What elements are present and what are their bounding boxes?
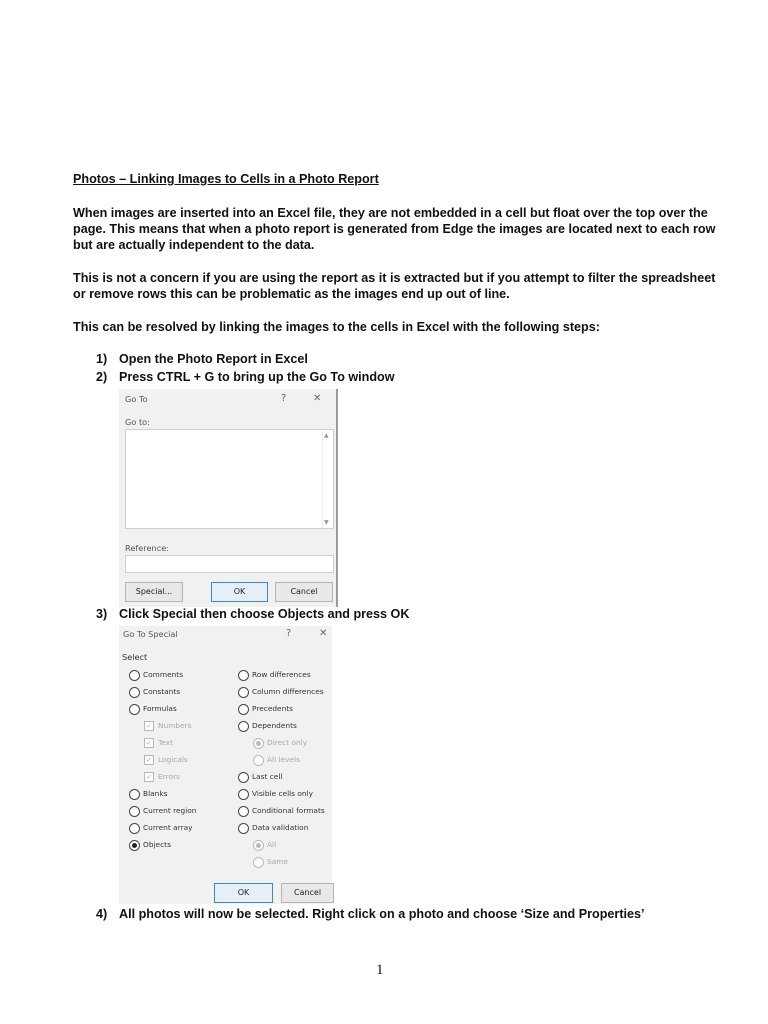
select-label: Select xyxy=(122,652,148,662)
radio-button[interactable] xyxy=(129,806,140,817)
step-3 xyxy=(96,607,409,621)
special-button[interactable]: Special... xyxy=(125,582,183,602)
paragraph-line: page. This means that when a photo report is generated from Edge the images are located next to each row xyxy=(73,222,716,237)
close-icon[interactable]: ✕ xyxy=(319,628,328,639)
checkbox[interactable]: ✓ xyxy=(144,772,154,782)
ok-button[interactable]: OK xyxy=(211,582,268,602)
help-icon[interactable]: ? xyxy=(286,628,292,639)
document-title: Photos – Linking Images to Cells in a Photo Report xyxy=(73,172,379,186)
cancel-button[interactable]: Cancel xyxy=(275,582,333,602)
checkbox[interactable]: ✓ xyxy=(144,738,154,748)
page-number: 1 xyxy=(376,962,384,978)
ok-button[interactable]: OK xyxy=(214,883,273,903)
goto-listbox[interactable] xyxy=(125,429,334,529)
paragraph-1 xyxy=(73,205,716,254)
help-icon[interactable]: ? xyxy=(281,393,287,404)
radio-button-selected[interactable] xyxy=(253,840,264,851)
radio-button[interactable] xyxy=(238,704,249,715)
checkbox[interactable]: ✓ xyxy=(144,721,154,731)
scroll-up-icon[interactable]: ▲ xyxy=(324,432,329,439)
radio-button[interactable] xyxy=(238,670,249,681)
goto-dialog-screenshot xyxy=(119,389,338,607)
dialog-border xyxy=(336,389,338,607)
step-number: 4) xyxy=(96,907,108,921)
step-1 xyxy=(96,352,308,366)
checkbox[interactable]: ✓ xyxy=(144,755,154,765)
paragraph-3 xyxy=(73,319,713,335)
step-2 xyxy=(96,370,395,384)
paragraph-line: This is not a concern if you are using the report as it is extracted but if you attempt to filter the spreadsheet xyxy=(73,271,716,285)
reference-label: Reference: xyxy=(125,543,169,553)
scroll-down-icon[interactable]: ▼ xyxy=(324,519,329,526)
cancel-button[interactable]: Cancel xyxy=(281,883,334,903)
radio-button-selected[interactable] xyxy=(253,738,264,749)
close-icon[interactable]: ✕ xyxy=(313,393,322,404)
radio-button[interactable] xyxy=(253,857,264,868)
radio-button[interactable] xyxy=(129,704,140,715)
paragraph-line: but are actually independent to the data. xyxy=(73,238,315,253)
radio-button[interactable] xyxy=(129,670,140,681)
paragraph-line: or remove rows this can be problematic as the images end up out of line. xyxy=(73,287,510,302)
dialog-title: Go To Special xyxy=(123,629,178,639)
paragraph-2 xyxy=(73,270,716,302)
radio-button[interactable] xyxy=(129,789,140,800)
step-4 xyxy=(96,907,645,921)
radio-button[interactable] xyxy=(129,823,140,834)
radio-button[interactable] xyxy=(238,806,249,817)
step-number: 2) xyxy=(96,370,108,384)
scrollbar[interactable] xyxy=(322,430,333,528)
goto-label: Go to: xyxy=(125,417,150,427)
radio-button[interactable] xyxy=(238,772,249,783)
radio-button[interactable] xyxy=(238,721,249,732)
step-number: 1) xyxy=(96,352,108,366)
step-text: Press CTRL + G to bring up the Go To window xyxy=(119,370,395,384)
radio-button[interactable] xyxy=(238,823,249,834)
dialog-title: Go To xyxy=(125,394,148,404)
radio-button[interactable] xyxy=(253,755,264,766)
radio-button[interactable] xyxy=(129,687,140,698)
radio-button-selected[interactable] xyxy=(129,840,140,851)
paragraph-line: When images are inserted into an Excel file, they are not embedded in a cell but float over the top over the xyxy=(73,206,708,220)
step-number: 3) xyxy=(96,607,108,621)
radio-button[interactable] xyxy=(238,789,249,800)
radio-button[interactable] xyxy=(238,687,249,698)
reference-input[interactable] xyxy=(125,555,334,573)
step-text: Open the Photo Report in Excel xyxy=(119,352,308,366)
paragraph-line: This can be resolved by linking the images to the cells in Excel with the following steps: xyxy=(73,320,600,334)
step-text: Click Special then choose Objects and press OK xyxy=(119,607,410,621)
goto-special-dialog-screenshot: Go To Special ? ✕ Select Comments Constants Formulas ✓ Numbers ✓ Text ✓ Logicals ✓ Errors Blanks Current region Current array Objects Row differences Column differences Precedents Dependents Direct only All levels Last cell Visible cells only Conditional formats Data validation All Same OK Cancel xyxy=(119,626,332,904)
step-text: All photos will now be selected. Right click on a photo and choose ‘Size and Properties’ xyxy=(119,907,645,921)
